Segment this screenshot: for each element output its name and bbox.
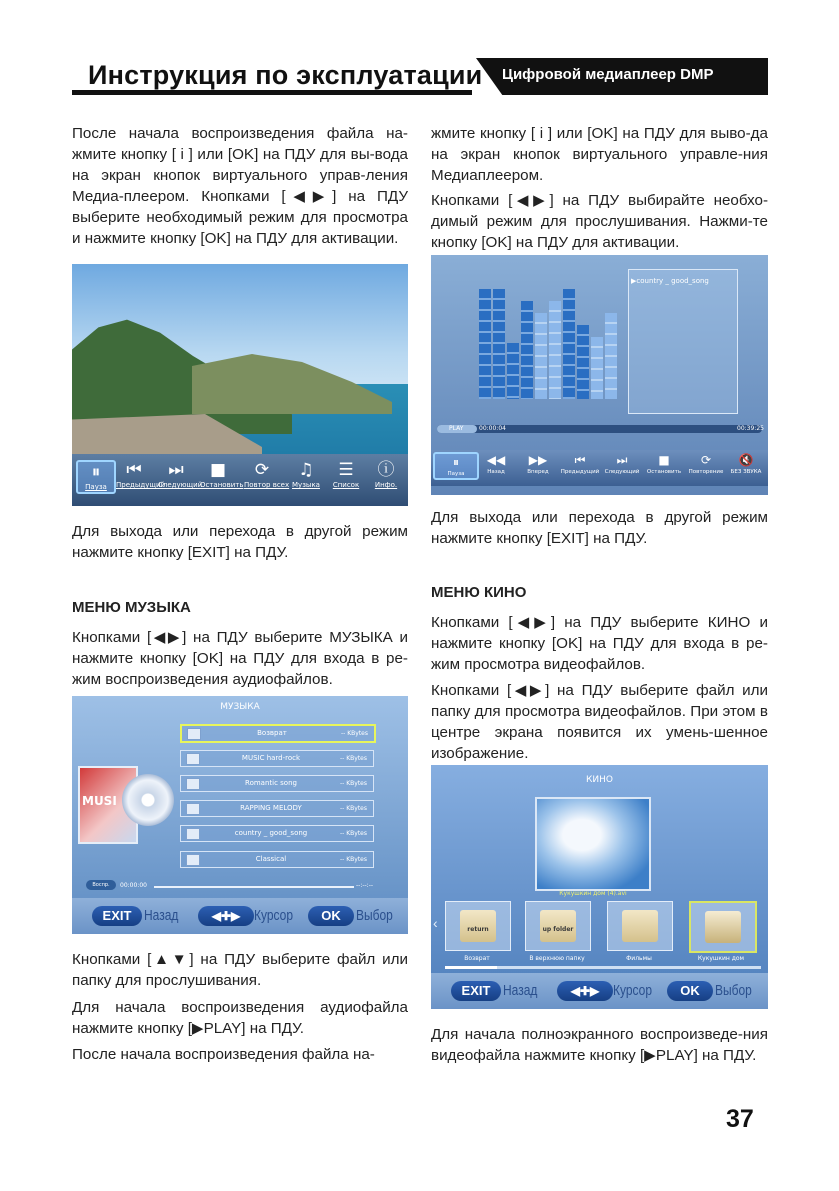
music-icon: ♫ [298,460,314,480]
repeat-icon: ⟳ [254,460,270,480]
playlist-panel [628,269,738,414]
hint-bar [431,973,768,1009]
ok-label: Выбор [356,907,393,924]
preview-caption: Кукушкин дом (4).avi [559,890,627,897]
stop-icon: ■ [658,453,670,467]
section-heading-music: МЕНЮ МУЗЫКА [72,599,191,616]
disc-icon [122,774,174,826]
paragraph: жмите кнопку [ i ] или [OK] на ПДУ для выво-да на экран кнопок виртуального управле-ния Медиаплеером. [431,125,768,184]
stop-icon: ■ [209,460,227,480]
cursor-label: Курсор [254,907,294,924]
item-size: -- KBytes [340,730,368,737]
previous-icon: ⏮ [574,453,586,467]
tile-video[interactable] [689,901,757,953]
paragraph: Для начала полноэкранного воспроизведе-ния видеофайла нажмите кнопку [▶PLAY] на ПДУ. [431,1026,768,1064]
play-label: PLAY [449,425,464,432]
paragraph: Кнопками [◀▶] на ПДУ выбирайте необхо-димый режим для прослушивания. Нажми-те кнопку [OK] на ПДУ для активации. [431,192,768,251]
control-label: БЕЗ ЗВУКА [730,469,762,475]
page-title: Инструкция по эксплуатации [88,60,483,90]
cursor-label: Курсор [613,982,653,999]
tile-caption: Возврат [464,955,490,962]
film-icon [705,911,741,943]
list-item[interactable] [180,825,374,842]
section-heading-kino: МЕНЮ КИНО [431,584,527,601]
exit-label: Назад [144,907,179,924]
control-next[interactable] [601,452,643,476]
tile-caption: В верхнюю папку [529,955,585,962]
rewind-icon: ◀◀ [486,453,506,467]
paragraph: Для выхода или перехода в другой режим нажмите кнопку [EXIT] на ПДУ. [72,523,408,561]
control-label: Предыдущий [116,481,166,489]
paragraph: Кнопками [◀▶] на ПДУ выберите файл или папку для просмотра видеофайлов. При этом в центре экрана появится их умень-шенное изображение. [431,682,768,762]
play-button[interactable]: Воспр. [86,880,116,890]
scroll-thumb[interactable] [445,966,497,969]
eq-bar [507,343,519,399]
item-size: -- KBytes [339,805,367,812]
time-start: 00:00:00 [120,882,147,889]
list-item[interactable] [180,775,374,792]
repeat-icon: ⟳ [700,453,712,467]
eq-bar [577,325,589,399]
eq-bar [535,313,547,399]
control-label: Повтор всех [244,481,290,489]
tile-up-folder[interactable] [525,901,591,951]
music-player-screenshot [431,255,768,495]
exit-button[interactable]: EXIT [451,981,501,1001]
eq-bar [549,301,561,399]
tile-films[interactable] [607,901,673,951]
control-label: Следующий [158,481,203,489]
eq-bar [493,289,505,399]
paragraph: После начала воспроизведения файла на- [72,1046,375,1063]
cursor-arrows-icon: ◀✚▶ [211,909,241,923]
list-item[interactable] [180,851,374,868]
item-name: RAPPING MELODY [240,804,302,812]
folder-icon [622,910,658,942]
file-icon [186,753,200,765]
next-icon: ⏭ [168,460,184,480]
playlist-item[interactable]: ▶country _ good_song [631,277,709,285]
control-forward[interactable] [517,452,559,476]
list-icon: ☰ [338,460,354,480]
cursor-button[interactable] [557,981,613,1001]
file-icon [186,854,200,866]
cursor-arrows-icon: ◀✚▶ [570,984,600,998]
cursor-button[interactable] [198,906,254,926]
tile-caption: Кукушкин дом [697,955,745,962]
photo-player-screenshot [72,264,408,506]
eq-bar [563,289,575,399]
header-rule [72,90,472,95]
control-rewind[interactable] [475,452,517,476]
paragraph: Для выхода или перехода в другой режим нажмите кнопку [EXIT] на ПДУ. [431,509,768,547]
tile-caption: Фильмы [626,955,652,962]
list-item[interactable] [180,750,374,767]
screen-title: КИНО [586,775,613,785]
control-bar [431,450,768,486]
header-badge-text: Цифровой медиаплеер DMP [502,66,714,83]
control-label: Предыдущий [560,469,600,475]
paragraph: После начала воспроизведения файла на-жмите кнопку [ i ] или [OK] на ПДУ для вы-вода на экран кнопок виртуального управ-ления Медиа-плеером. Кнопками [◀▶] на ПДУ выберите необходимый режим для просмотра и нажмите кнопку [OK] на ПДУ для активации. [72,125,408,247]
item-name: Возврат [257,729,287,737]
eq-bar [591,337,603,399]
paragraph: Кнопками [▲▼] на ПДУ выберите файл или папку для прослушивания. [72,951,408,989]
pause-icon: ⏸ [452,455,459,469]
list-item[interactable] [180,800,374,817]
info-icon: ⓘ [377,460,395,480]
file-icon [186,778,200,790]
kino-screenshot [431,765,768,1009]
item-name: country _ good_song [234,829,308,837]
item-size: -- KBytes [339,830,367,837]
control-label: Список [332,481,360,489]
item-name: Classical [255,855,287,863]
file-icon [186,803,200,815]
ok-button[interactable]: OK [308,906,354,926]
cd-cover-text: MUSI [82,794,117,808]
control-previous[interactable] [559,452,601,476]
control-bar [72,454,408,506]
forward-icon: ▶▶ [528,453,548,467]
control-label: Пауза [85,483,107,491]
item-size: -- KBytes [339,780,367,787]
next-icon: ⏭ [616,453,628,467]
hint-bar [72,898,408,934]
control-next[interactable] [158,460,203,490]
item-size: -- KBytes [339,856,367,863]
control-stop[interactable] [643,452,685,476]
exit-label: Назад [503,982,538,999]
time-end: --:--:-- [356,882,374,889]
ok-button[interactable]: OK [667,981,713,1001]
control-label: Следующий [604,469,640,475]
exit-button[interactable]: EXIT [92,906,142,926]
item-size: -- KBytes [339,755,367,762]
time-end: 00:39:25 [737,425,764,432]
file-icon [187,728,201,740]
video-preview [535,797,651,891]
control-label: Остановить [200,481,244,489]
control-label: Остановить [646,469,682,475]
control-label: Музыка [292,481,320,489]
paragraph: Кнопками [◀▶] на ПДУ выберите КИНО и нажмите кнопку [OK] на ПДУ для входа в ре-жим просмотра видеофайлов. [431,614,768,673]
control-list[interactable] [328,460,364,490]
control-mute[interactable] [725,452,767,476]
tile-label: return [467,926,489,933]
control-label: Пауза [447,471,465,477]
tile-return[interactable] [445,901,511,951]
control-label: Инфо. [374,481,398,489]
file-icon [186,828,200,840]
pause-icon: ⏸ [91,462,101,482]
control-label: Вперед [527,469,549,475]
chevron-left-icon[interactable]: ‹ [433,915,438,931]
previous-icon: ⏮ [126,460,142,480]
music-list-screenshot [72,696,408,934]
control-stop[interactable] [200,460,244,490]
control-repeat[interactable] [685,452,727,476]
tile-label: up folder [542,926,574,933]
control-music[interactable] [288,460,324,490]
paragraph: Для начала воспроизведения аудиофайла нажмите кнопку [▶PLAY] на ПДУ. [72,999,408,1037]
list-item[interactable] [180,724,376,743]
control-previous[interactable] [116,460,166,490]
paragraph: Кнопками [◀▶] на ПДУ выберите МУЗЫКА и нажмите кнопку [OK] на ПДУ для входа в ре-жим воспроизведения аудиофайлов. [72,629,408,688]
eq-bar [479,289,491,399]
eq-bar [521,301,533,399]
control-pause[interactable] [76,460,116,494]
eq-bar [605,313,617,399]
control-repeat[interactable] [244,460,290,490]
progress-track [154,886,354,888]
control-info[interactable] [368,460,404,490]
mute-icon: 🔇 [738,453,754,467]
control-pause[interactable] [433,452,479,480]
ok-label: Выбор [715,982,752,999]
item-name: Romantic song [245,779,297,787]
time-start: 00:00:04 [479,425,506,432]
control-label: Назад [487,469,505,475]
screen-title: МУЗЫКА [220,702,260,712]
item-name: MUSIC hard-rock [241,754,301,762]
page-number: 37 [726,1105,754,1133]
control-label: Повторение [688,469,724,475]
